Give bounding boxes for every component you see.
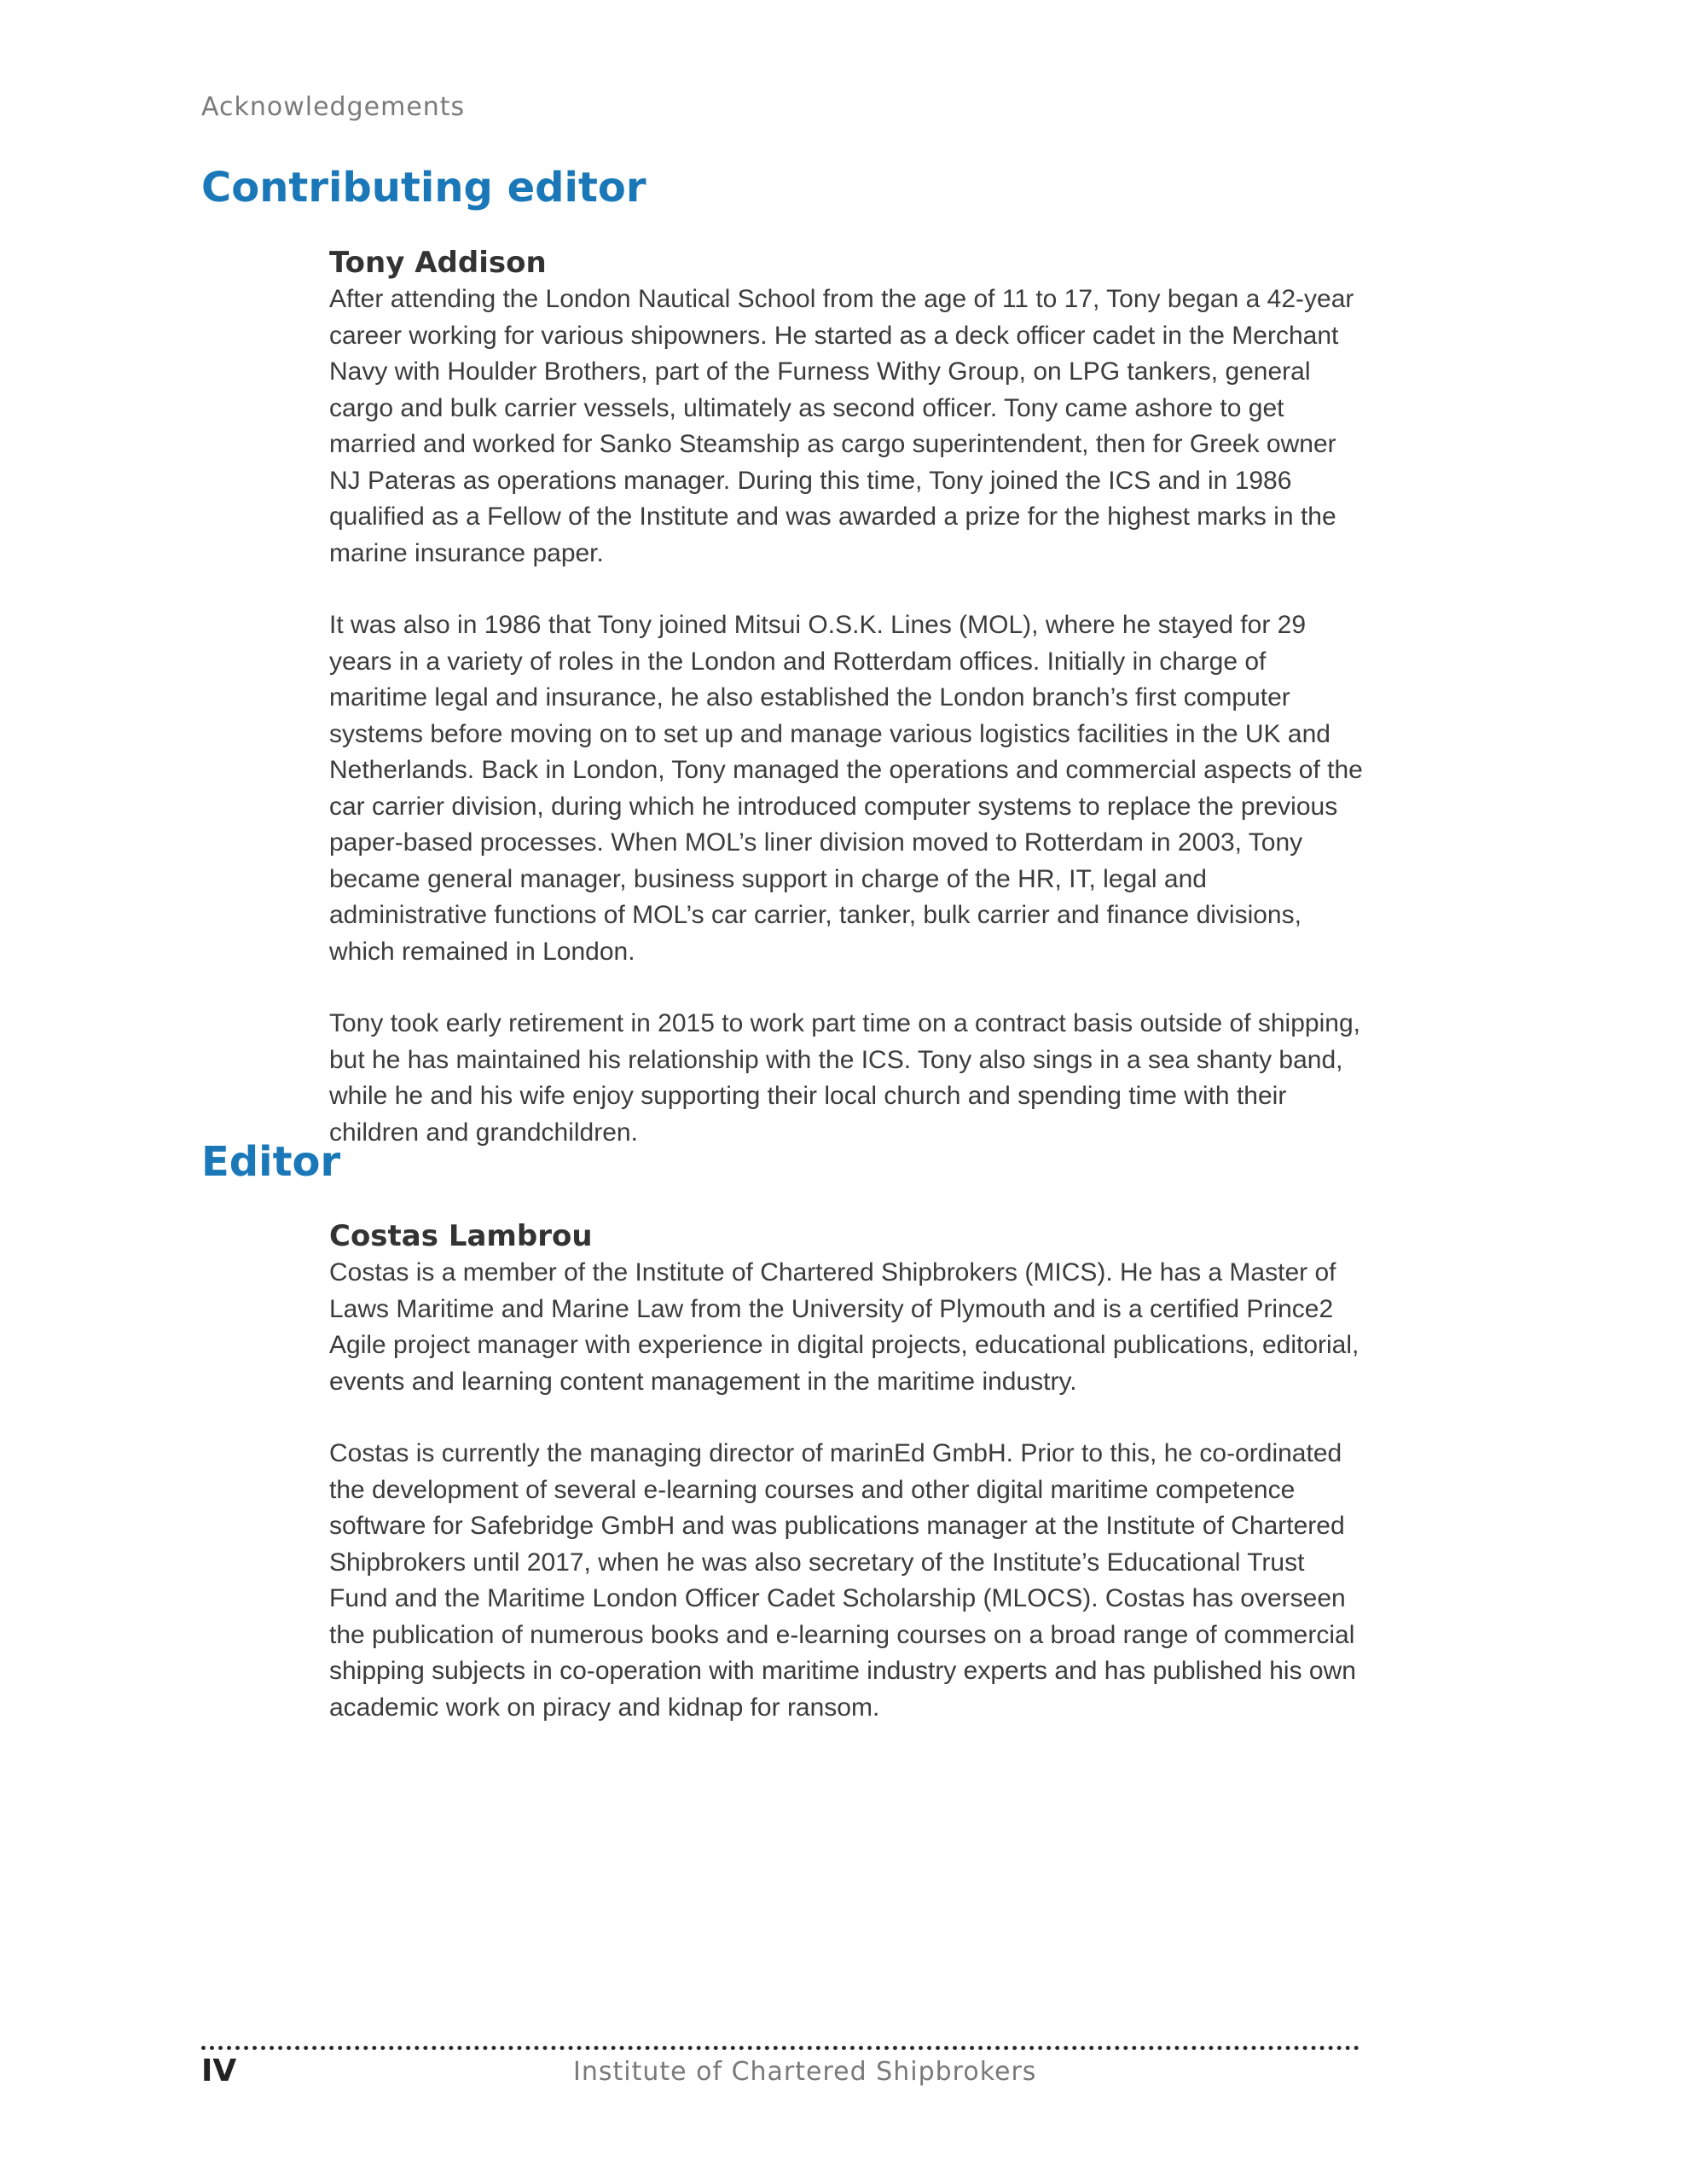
bio-costas-lambrou: [329, 1218, 1365, 1726]
page-number: IV: [201, 2053, 237, 2088]
bio-paragraph: It was also in 1986 that Tony joined Mitsui O.S.K. Lines (MOL), where he stayed for 29 years in a variety of roles in the London and Rotterdam offices. Initially in charge of maritime legal and insurance, he also established the London branch’s first computer systems before moving on to set up and manage various logistics facilities in the UK and Netherlands. Back in London, Tony managed the operations and commercial aspects of the car carrier division, during which he introduced computer systems to replace the previous paper-based processes. When MOL’s liner division moved to Rotterdam in 2003, Tony became general manager, business support in charge of the HR, IT, legal and administrative functions of MOL’s car carrier, tanker, bulk carrier and finance divisions, which remained in London.: [329, 611, 1363, 966]
bio-paragraph: Costas is a member of the Institute of Chartered Shipbrokers (MICS). He has a Master of Laws Maritime and Marine Law from the University of Plymouth and is a certified Prince2 Agile project manager with experience in digital projects, educational publications, editorial, events and learning content management in the maritime industry.: [329, 1258, 1359, 1396]
bio-paragraph: Tony took early retirement in 2015 to work part time on a contract basis outside of shipping, but he has maintained his relationship with the ICS. Tony also sings in a sea shanty band, while he and his wife enjoy supporting their local church and spending time with their children and grandchildren.: [329, 1009, 1360, 1147]
person-name: Costas Lambrou: [329, 1219, 593, 1253]
bio-paragraph: Costas is currently the managing director of marinEd GmbH. Prior to this, he co-ordinated the development of several e-learning courses and other digital maritime competence software for Safebridge GmbH and was publications manager at the Institute of Chartered Shipbrokers until 2017, when he was also secretary of the Institute’s Educational Trust Fund and the Maritime London Officer Cadet Scholarship (MLOCS). Costas has overseen the publication of numerous books and e-learning courses on a broad range of commercial shipping subjects in co-operation with maritime industry experts and has published his own academic work on piracy and kidnap for ransom.: [329, 1439, 1356, 1722]
section-title-contributing-editor: Contributing editor: [201, 164, 646, 212]
bio-paragraph: After attending the London Nautical School from the age of 11 to 17, Tony began a 42-year career working for various shipowners. He started as a deck officer cadet in the Merchant Navy with Houlder Brothers, part of the Furness Withy Group, on LPG tankers, general cargo and bulk carrier vessels, ultimately as second officer. Tony came ashore to get married and worked for Sanko Steamship as cargo superintendent, then for Greek owner NJ Pateras as operations manager. During this time, Tony joined the ICS and in 1986 qualified as a Fellow of the Institute and was awarded a prize for the highest marks in the marine insurance paper.: [329, 285, 1354, 567]
person-name: Tony Addison: [329, 246, 547, 280]
running-head: Acknowledgements: [201, 92, 466, 122]
bio-tony-addison: [329, 245, 1365, 1151]
footer-divider: [201, 2046, 1359, 2050]
footer-publication: Institute of Chartered Shipbrokers: [573, 2057, 1037, 2087]
section-title-editor: Editor: [201, 1138, 341, 1186]
